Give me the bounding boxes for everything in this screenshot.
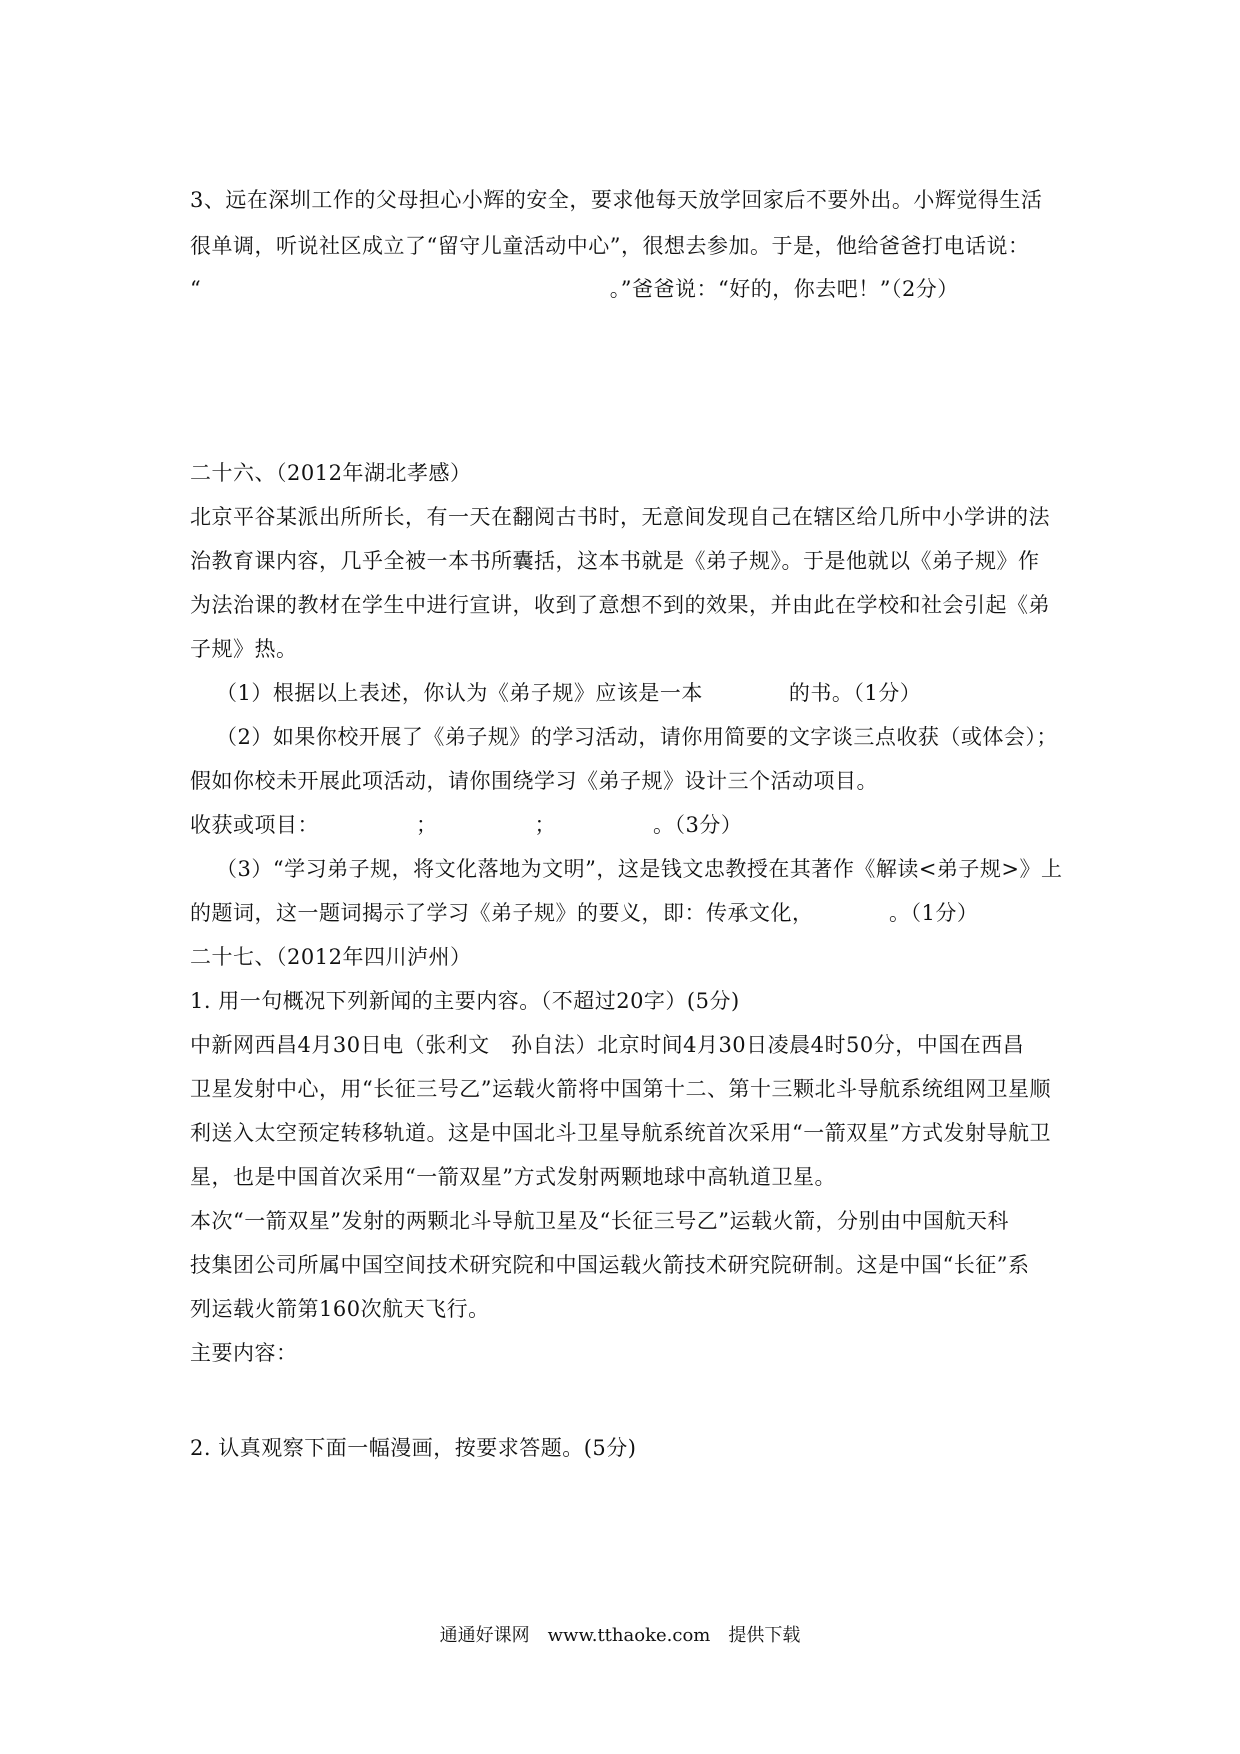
q26-sub2-line-2: 假如你校未开展此项活动，请你围绕学习《弟子规》设计三个活动项目。 <box>190 769 878 793</box>
q26-sub1: （1）根据以上表述，你认为《弟子规》应该是一本 的书。（1分） <box>216 681 922 705</box>
q26-sub3-line-2: 的题词，这一题词揭示了学习《弟子规》的要义，即：传承文化， 。（1分） <box>190 901 979 925</box>
q26-passage-line-2: 治教育课内容，几乎全被一本书所囊括，这本书就是《弟子规》。于是他就以《弟子规》作 <box>190 549 1040 573</box>
q26-heading: 二十六、（2012年湖北孝感） <box>190 461 472 485</box>
q27-news-para2-line-3: 列运载火箭第160次航天飞行。 <box>190 1297 490 1321</box>
q26-passage-line-3: 为法治课的教材在学生中进行宣讲，收到了意想不到的效果，并由此在学校和社会引起《弟 <box>190 593 1050 617</box>
q26-passage-line-1: 北京平谷某派出所所长，有一天在翻阅古书时，无意间发现自己在辖区给几所中小学讲的法 <box>190 505 1050 529</box>
q3-line-2: 很单调，听说社区成立了“留守儿童活动中心”，很想去参加。于是，他给爸爸打电话说： <box>190 234 1030 258</box>
q27-news-para1-line-1: 中新网西昌4月30日电（张利文 孙自法）北京时间4月30日凌晨4时50分，中国在西昌 <box>190 1033 1025 1057</box>
q27-news-para1-line-3: 利送入太空预定转移轨道。这是中国北斗卫星导航系统首次采用“一箭双星”方式发射导航卫 <box>190 1121 1051 1145</box>
q3-line-1: 3、远在深圳工作的父母担心小辉的安全，要求他每天放学回家后不要外出。小辉觉得生活 <box>190 188 1043 212</box>
q26-sub2-answer: 收获或项目： ； ； 。（3分） <box>190 813 743 837</box>
q27-news-para2-line-2: 技集团公司所属中国空间技术研究院和中国运载火箭技术研究院研制。这是中国“长征”系 <box>190 1253 1030 1277</box>
q26-passage-line-4: 子规》热。 <box>190 637 298 661</box>
q26-sub3-line-1: （3）“学习弟子规，将文化落地为文明”，这是钱文忠教授在其著作《解读<弟子规>》上 <box>216 857 1063 881</box>
q27-sub1-prompt: 1. 用一句概况下列新闻的主要内容。（不超过20字）(5分) <box>190 989 740 1013</box>
q27-answer-label: 主要内容： <box>190 1341 298 1365</box>
q3-line-3: “ 。”爸爸说：“好的，你去吧！”（2分） <box>190 277 959 301</box>
q27-heading: 二十七、（2012年四川泸州） <box>190 945 472 969</box>
q27-news-para1-line-4: 星，也是中国首次采用“一箭双星”方式发射两颗地球中高轨道卫星。 <box>190 1165 836 1189</box>
q26-sub2-line-1: （2）如果你校开展了《弟子规》的学习活动，请你用简要的文字谈三点收获（或体会）； <box>216 725 1058 749</box>
q27-news-para1-line-2: 卫星发射中心，用“长征三号乙”运载火箭将中国第十二、第十三颗北斗导航系统组网卫星顺 <box>190 1077 1051 1101</box>
q27-news-para2-line-1: 本次“一箭双星”发射的两颗北斗导航卫星及“长征三号乙”运载火箭，分别由中国航天科 <box>190 1209 1009 1233</box>
footer-download-note: 通通好课网 www.tthaoke.com 提供下载 <box>439 1625 801 1646</box>
q27-sub2-prompt: 2. 认真观察下面一幅漫画，按要求答题。(5分) <box>190 1436 637 1460</box>
